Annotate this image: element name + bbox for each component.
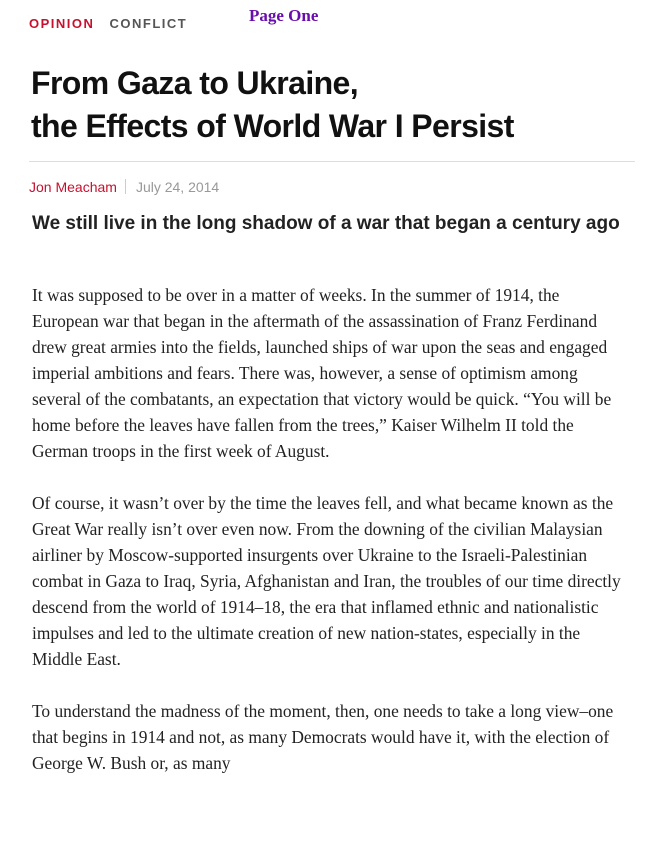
divider	[29, 161, 635, 162]
byline	[29, 178, 219, 196]
author-link[interactable]: Jon Meacham	[29, 179, 117, 195]
headline-line-2: the Effects of World War I Persist	[31, 108, 514, 144]
topic-link-conflict[interactable]: CONFLICT	[109, 16, 188, 31]
article-kicker	[29, 16, 187, 31]
headline-line-1: From Gaza to Ukraine,	[31, 65, 359, 101]
section-link-opinion[interactable]: OPINION	[29, 16, 95, 31]
publish-date: July 24, 2014	[135, 179, 220, 195]
body-paragraph: To understand the madness of the moment, then, one needs to take a long view–one that begins in 1914 and not, as many Democrats would have it, with the election of George W. Bush or, as many	[32, 701, 614, 773]
article-dek: We still live in the long shadow of a war that began a century ago	[32, 213, 620, 234]
headline	[31, 62, 631, 148]
body-paragraph: Of course, it wasn’t over by the time the leaves fell, and what became known as the Great War really isn’t over even now. From the downing of the civilian Malaysian airliner by Moscow-supported insurgents over Ukraine to the Israeli-Palestinian combat in Gaza to Iraq, Syria, Afghanistan and Iran, the troubles of our time directly descend from the world of 1914–18, the era that inflamed ethnic and nationalistic impulses and led to the ultimate creation of new nation-states, especially in the Middle East.	[32, 493, 621, 669]
body-paragraph: It was supposed to be over in a matter of weeks. In the summer of 1914, the European war that began in the aftermath of the assassination of Franz Ferdinand drew great armies into the fields, launched ships of war upon the seas and engaged imperial ambitions and fears. There was, however, a sense of optimism among several of the combatants, an expectation that victory would be quick. “You will be home before the leaves have fallen from the trees,” Kaiser Wilhelm II told the German troops in the first week of August.	[32, 285, 612, 461]
article-body	[32, 282, 628, 802]
byline-separator	[125, 179, 126, 194]
page-label: Page One	[249, 6, 319, 25]
